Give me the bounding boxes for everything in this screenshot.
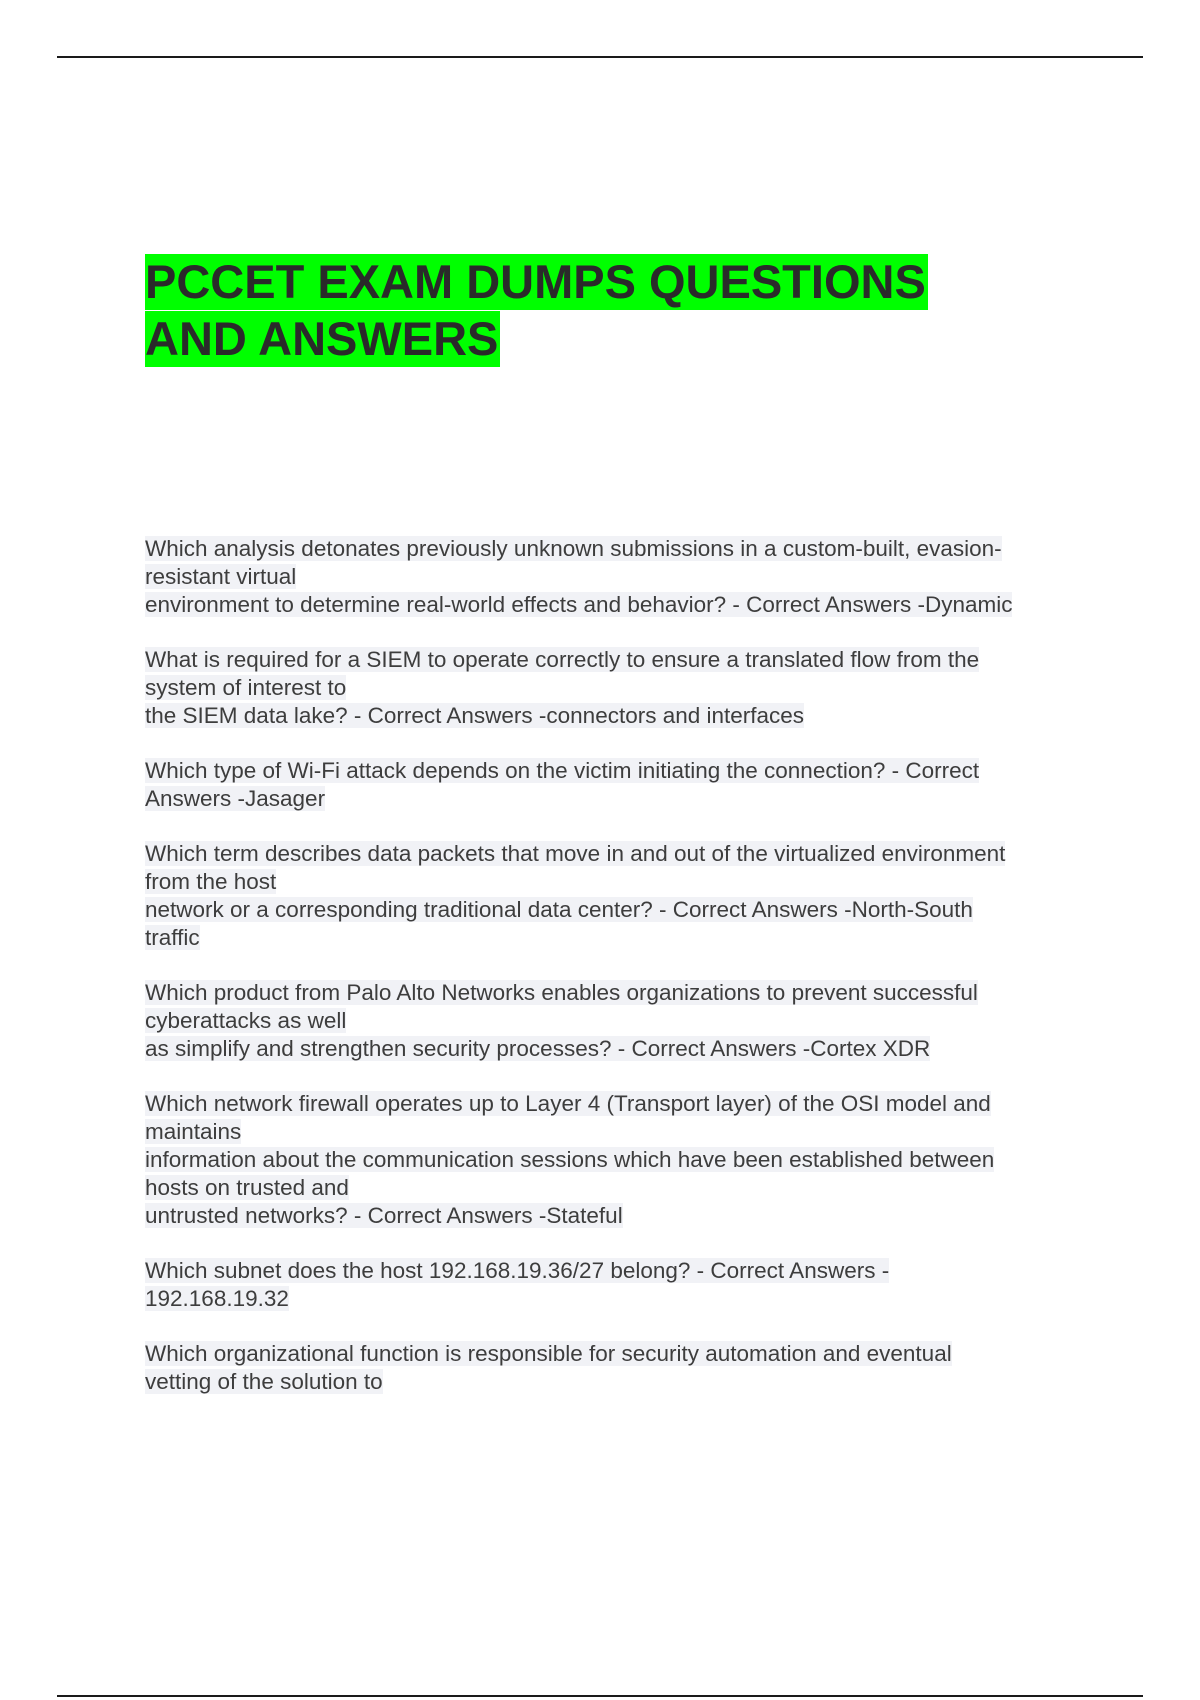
title-line-2: AND ANSWERS	[145, 312, 499, 365]
qa-line: Which organizational function is responsible for security automation and eventual	[145, 1341, 952, 1366]
qa-list	[145, 535, 1085, 1423]
qa-line: Which product from Palo Alto Networks enables organizations to prevent successful	[145, 980, 978, 1005]
qa-line: vetting of the solution to	[145, 1369, 383, 1394]
qa-item-5	[145, 979, 1085, 1063]
bottom-rule	[57, 1695, 1143, 1697]
qa-line: Which type of Wi-Fi attack depends on the victim initiating the connection? - Correct	[145, 758, 980, 783]
qa-line: Which analysis detonates previously unknown submissions in a custom-built, evasion-	[145, 536, 1002, 561]
qa-item-3	[145, 757, 1085, 813]
qa-line: information about the communication sessions which have been established between	[145, 1147, 995, 1172]
qa-line: as simplify and strengthen security processes? - Correct Answers -Cortex XDR	[145, 1036, 931, 1061]
qa-item-4	[145, 840, 1085, 952]
qa-item-1	[145, 535, 1085, 619]
title-line-1: PCCET EXAM DUMPS QUESTIONS	[145, 255, 926, 308]
qa-line: cyberattacks as well	[145, 1008, 347, 1033]
qa-line: Which term describes data packets that move in and out of the virtualized environment	[145, 841, 1006, 866]
qa-item-6	[145, 1090, 1085, 1230]
qa-line: traffic	[145, 925, 200, 950]
qa-line: system of interest to	[145, 675, 347, 700]
qa-line: What is required for a SIEM to operate correctly to ensure a translated flow from the	[145, 647, 980, 672]
qa-line: untrusted networks? - Correct Answers -Stateful	[145, 1203, 623, 1228]
qa-line: hosts on trusted and	[145, 1175, 349, 1200]
document-title	[145, 253, 1045, 367]
qa-item-7	[145, 1257, 1085, 1313]
qa-line: maintains	[145, 1119, 242, 1144]
qa-line: from the host	[145, 869, 277, 894]
top-rule	[57, 56, 1143, 58]
qa-line: 192.168.19.32	[145, 1286, 289, 1311]
qa-line: network or a corresponding traditional data center? - Correct Answers -North-South	[145, 897, 973, 922]
qa-line: Which subnet does the host 192.168.19.36/27 belong? - Correct Answers -	[145, 1258, 890, 1283]
qa-line: the SIEM data lake? - Correct Answers -connectors and interfaces	[145, 703, 805, 728]
qa-line: resistant virtual	[145, 564, 297, 589]
qa-item-8	[145, 1340, 1085, 1396]
qa-item-2	[145, 646, 1085, 730]
qa-line: Which network firewall operates up to Layer 4 (Transport layer) of the OSI model and	[145, 1091, 991, 1116]
qa-line: Answers -Jasager	[145, 786, 326, 811]
qa-line: environment to determine real-world effects and behavior? - Correct Answers -Dynamic	[145, 592, 1013, 617]
